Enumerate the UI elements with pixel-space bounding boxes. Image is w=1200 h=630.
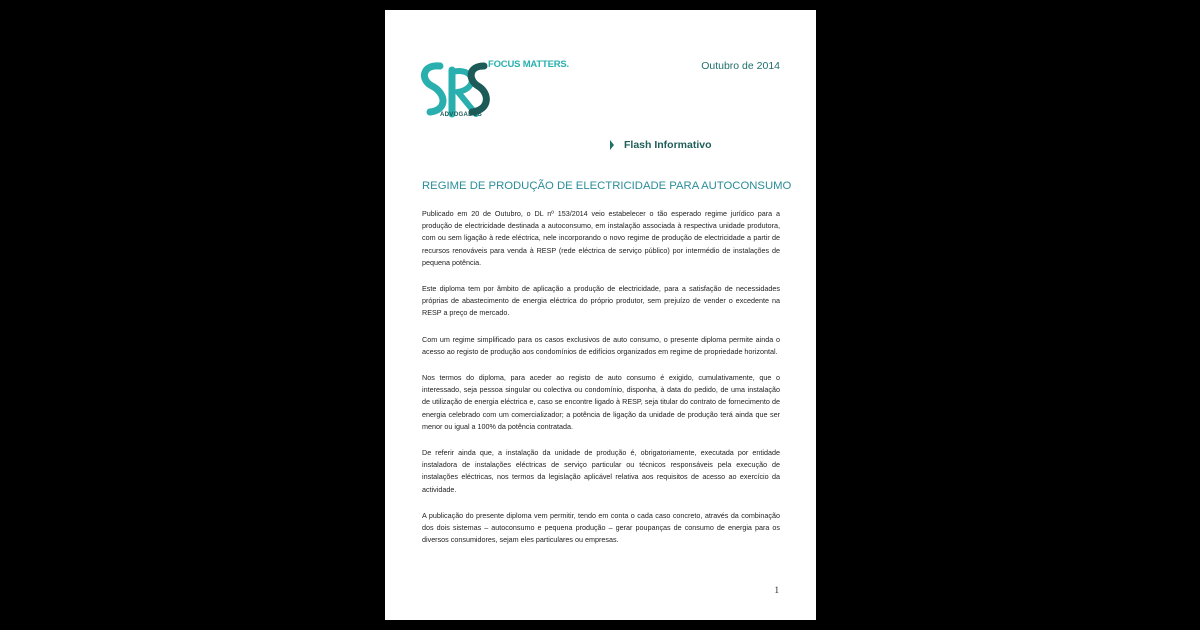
paragraph: Este diploma tem por âmbito de aplicação a produção de electricidade, para a satisfação de necessidades próprias de abastecimento de energia eléctrica do próprio produtor, sem prejuízo de vender o excedente na RESP a preço de mercado. bbox=[422, 284, 780, 318]
section-label-text: Flash Informativo bbox=[624, 139, 712, 151]
srs-logo bbox=[418, 58, 498, 134]
marker-icon bbox=[610, 140, 614, 150]
logo-tagline: FOCUS MATTERS. bbox=[488, 59, 569, 70]
document-title: REGIME DE PRODUÇÃO DE ELECTRICIDADE PARA AUTOCONSUMO bbox=[422, 180, 792, 192]
paragraph: Publicado em 20 de Outubro, o DL nº 153/2014 veio estabelecer o tão esperado regime jurídico para a produção de electricidade destinada a autoconsumo, em instalação associada à respectiva unidade produtora, com ou sem ligação à rede eléctrica, nele incorporando o novo regime de produção de electricidade a partir de recursos renováveis para venda à RESP (rede eléctrica de serviço público) por intermédio de instalações de pequena potência. bbox=[422, 209, 780, 267]
page-number: 1 bbox=[774, 585, 779, 595]
document-date: Outubro de 2014 bbox=[701, 60, 780, 72]
logo-subtitle: ADVOGADOS bbox=[440, 112, 483, 118]
paragraph: Nos termos do diploma, para aceder ao registo de auto consumo é exigido, cumulativamente, que o interessado, seja pessoa singular ou colectiva ou condomínio, disponha, à data do pedido, de uma instalação de utilização de energia eléctrica e, caso se encontre ligado à RESP, seja titular do contrato de fornecimento de energia celebrado com um comercializador; a potência de ligação da unidade de produção terá ainda que ser menor ou igual a 100% da potência contratada. bbox=[422, 373, 780, 431]
section-label bbox=[610, 139, 712, 151]
paragraph: Com um regime simplificado para os casos exclusivos de auto consumo, o presente diploma permite ainda o acesso ao registo de produção aos condomínios de edifícios organizados em regime de propriedade horizontal. bbox=[422, 334, 780, 356]
document-body bbox=[422, 208, 780, 560]
paragraph: A publicação do presente diploma vem permitir, tendo em conta o cada caso concreto, através da combinação dos dois sistemas – autoconsumo e pequena produção – gerar poupanças de consumo de energia para os diversos consumidores, sejam eles particulares ou empresas. bbox=[422, 510, 780, 545]
document-page bbox=[385, 10, 816, 620]
paragraph: De referir ainda que, a instalação da unidade de produção é, obrigatoriamente, executada por entidade instaladora de instalações eléctricas de serviço particular ou técnicos responsáveis pela execução de instalações eléctricas, nos termos da legislação aplicável relativa aos requisitos de acesso ao exercício da actividade. bbox=[422, 448, 780, 494]
